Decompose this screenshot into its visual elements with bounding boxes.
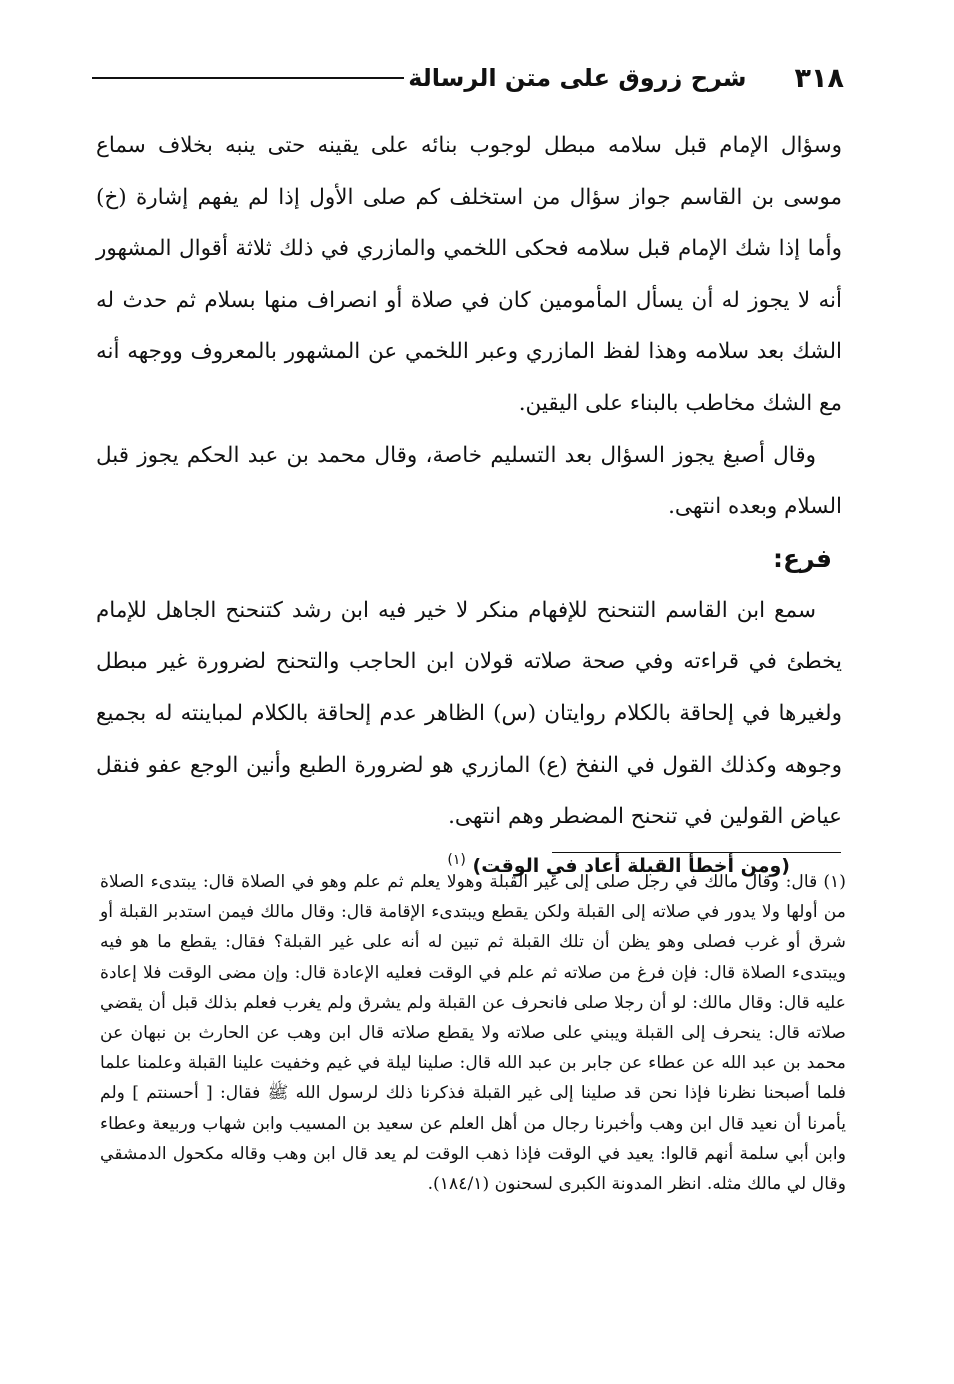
footnote-reference: (١) [447, 851, 466, 868]
main-text [96, 120, 842, 883]
footnotes-section [100, 867, 846, 1199]
footnote-separator [552, 852, 841, 853]
footnote-1 [100, 867, 846, 1199]
page-number: ٣١٨ [794, 62, 844, 94]
footnote-marker: (١) [823, 872, 846, 892]
branch-heading: فرع: [773, 543, 832, 573]
paragraph-1: وسؤال الإمام قبل سلامه مبطل لوجوب بنائه على يقينه حتى ينبه بخلاف سماع موسى بن القاسم جواز سؤال من استخلف كم صلى الأول إذا لم يفهم إشارة (خ) وأما إذا شك الإمام قبل سلامه فحكى اللخمي والمازري في ذلك ثلاثة أقوال المشهور أنه لا يجوز له أن يسأل المأمومين كان في صلاة أو انصراف منها بسلام ثم حدث له الشك بعد سلامه وهذا لفظ المازري وعبر اللخمي عن المشهور بالمعروف ووجهه أنه مع الشك مخاطب بالبناء على اليقين. [96, 133, 842, 416]
page-header [88, 58, 844, 98]
paragraph-3: سمع ابن القاسم التنحنح للإفهام منكر لا خير فيه ابن رشد كتنحنح الجاهل للإمام يخطئ في قراءته وفي صحة صلاته قولان ابن الحاجب والتحنح لضرورة غير مبطل ولغيرها في إلحاقة بالكلام روايتان (س) الظاهر عدم إلحاقة بالكلام لمباينته له بجميع وجوهه وكذلك القول في النفخ (ع) المازري هو لضرورة الطبع وأنين الوجع عفو فنقل عياض القولين في تنحنح المضطر وهم انتهى. [96, 597, 842, 830]
footnote-text: قال: وقال مالك في رجل صلى إلى غير القبلة وهولا يعلم ثم علم وهو في الصلاة قال: يبتدىء الصلاة من أولها ولا يدور في صلاته إلى القبلة ولكن يقطع ويبتدىء الإقامة قال: وقال مالك فيمن استدبر القبلة أو شرق أو غرب فصلى وهو يظن أن تلك القبلة ثم تبين له أنه على غير القبلة؟ فقال: يقطع ما هو فيه ويبتدىء الصلاة قال: فإن فرغ من صلاته ثم علم في الوقت فعليه الإعادة قال: وإن مضى الوقت فلا إعادة عليه قال: وقال مالك: لو أن رجلا صلى فانحرف عن القبلة ولم يشرق ولم يغرب فعلم بذلك قبل أن يقضي صلاته قال: ينحرف إلى القبلة ويبني على صلاته ولا يقطع صلاته قال ابن وهب عن الحارث بن نبهان عن محمد بن عبد الله عن عطاء عن جابر بن عبد الله قال: صلينا ليلة في غيم وخفيت علينا القبلة وعلمنا علما فلما أصبحنا نظرنا فإذا نحن قد صلينا إلى غير القبلة فذكرنا ذلك لرسول الله ﷺ فقال: [ أحسنتم ] ولم يأمرنا أن نعيد قال ابن وهب وأخبرنا رجال من أهل العلم عن سعيد بن المسيب وابن شهاب وربيعة وعطاء وابن أبي سلمة أنهم قالوا: يعيد في الوقت فإذا ذهب الوقت لم يعد قال ابن وهب وقاله مكحول الدمشقي وقال لي مالك مثله. انظر المدونة الكبرى لسحنون (١٨٤/١). [100, 872, 847, 1195]
running-title: شرح زروق على متن الرسالة [408, 64, 747, 92]
header-rule [92, 77, 404, 79]
paragraph-2: وقال أصبغ يجوز السؤال بعد التسليم خاصة، وقال محمد بن عبد الحكم يجوز قبل السلام وبعده انتهى. [96, 442, 842, 520]
matn-heading-text: (ومن أخطأ القبلة أعاد في الوقت) [472, 854, 790, 877]
